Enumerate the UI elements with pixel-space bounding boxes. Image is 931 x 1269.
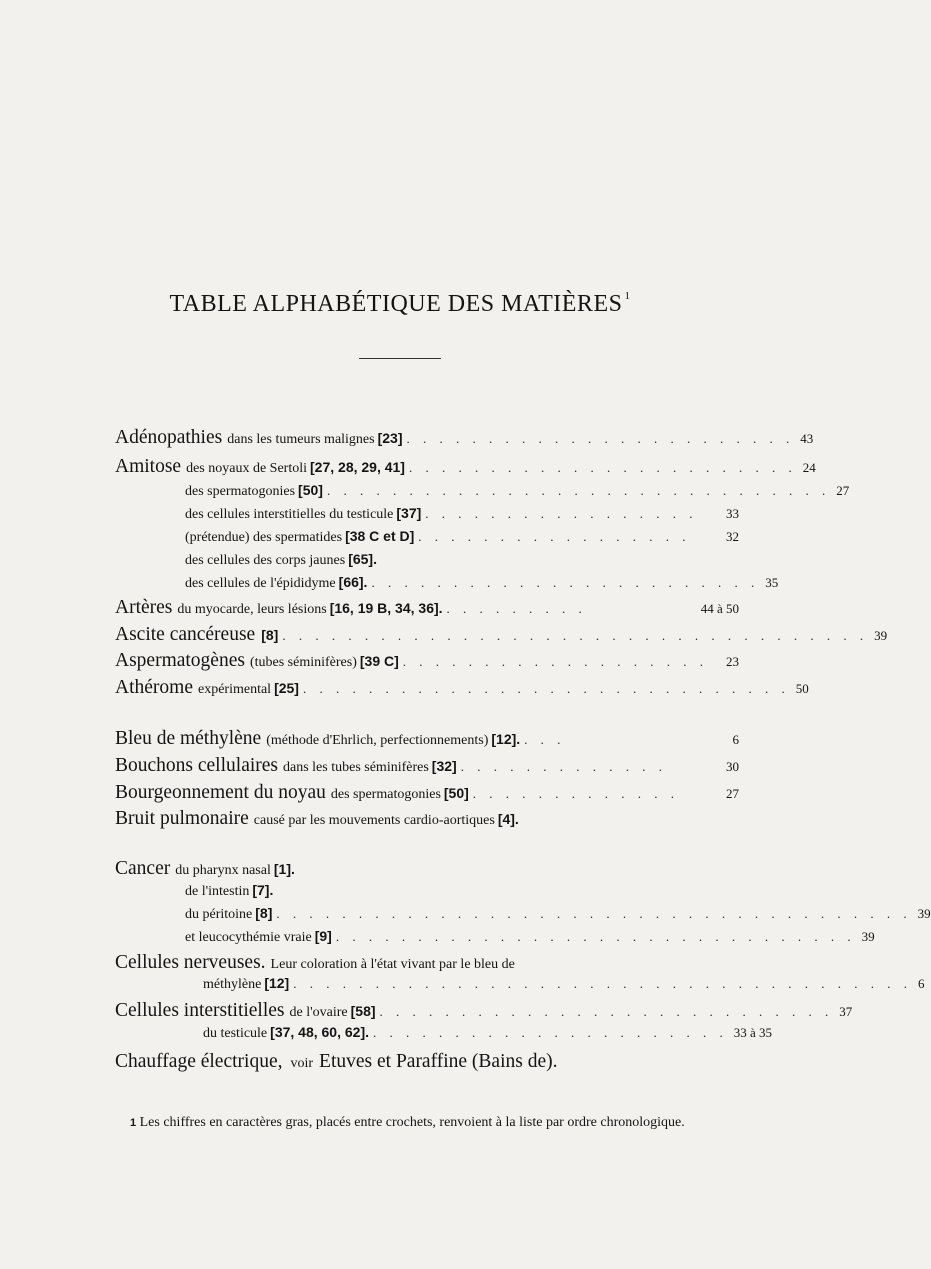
index-entry-bouchons bbox=[115, 755, 739, 779]
entry-page: 33 à 35 bbox=[733, 1025, 773, 1040]
dot-leader: . . . . . . . . . . . . . . . . . . . . . . . . . . . . . . bbox=[302, 681, 790, 696]
index-subentry bbox=[185, 528, 739, 552]
entry-description: de l'ovaire bbox=[289, 1005, 348, 1020]
entry-description: des cellules interstitielles du testicule bbox=[185, 507, 394, 522]
entry-refs: [39 C] bbox=[359, 653, 399, 669]
entry-page: 27 bbox=[836, 483, 850, 498]
dot-leader: . . . . . . . . . . . . . . . . . . . bbox=[402, 654, 709, 669]
entry-refs: [50] bbox=[298, 482, 323, 498]
entry-page: 23 bbox=[726, 654, 739, 669]
entry-refs: [12] bbox=[264, 975, 290, 991]
entry-page: 30 bbox=[726, 759, 739, 774]
dot-leader: . . . . . . . . . . . . . . . . . . . . . . . . . . . . . . . . bbox=[335, 929, 856, 944]
dot-leader: . . . . . . . . . . . . . . . . . . . . . . . . bbox=[408, 460, 797, 475]
dot-leader: . . . . . . . . . . . . . . . . . . . . . . . . bbox=[406, 431, 795, 446]
dot-leader: . . . . . . . . . . . . . . . . . . . . . . . . . . . . . . . . . . . . bbox=[282, 628, 869, 643]
index-entry-arteres bbox=[115, 597, 739, 621]
entry-refs: [32] bbox=[431, 758, 457, 774]
entry-page: 43 bbox=[800, 431, 814, 446]
entry-description: (méthode d'Ehrlich, perfectionnements) bbox=[266, 733, 489, 748]
entry-refs: [65]. bbox=[348, 551, 377, 567]
dot-leader: . . . . . . . . . . . . . . . . . bbox=[418, 529, 691, 544]
index-entry-bleu bbox=[115, 728, 739, 752]
index-continuation bbox=[203, 975, 925, 999]
entry-description: des cellules de l'épididyme bbox=[185, 576, 336, 591]
dot-leader: . . . . . . . . . . . . . bbox=[472, 786, 680, 801]
entry-page: 37 bbox=[839, 1004, 853, 1019]
index-entry-ascite bbox=[115, 624, 888, 648]
entry-description: des noyaux de Sertoli bbox=[186, 461, 308, 476]
entry-page: 35 bbox=[765, 575, 779, 590]
index-entry-cellules-interstitielles bbox=[115, 1000, 853, 1024]
index-entry-adenopathies bbox=[115, 427, 814, 451]
dot-leader: . . . . . . . . . . . . . . . . . . . . . . . . . . . . . . . . . . . . . . . bbox=[276, 906, 912, 921]
index-subentry bbox=[185, 905, 931, 929]
entry-heading: Ascite cancéreuse bbox=[115, 624, 256, 645]
entry-page: 6 bbox=[732, 732, 739, 747]
entry-refs: [9] bbox=[314, 928, 332, 944]
footnote-reference: 1 bbox=[624, 290, 631, 302]
entry-heading: Bruit pulmonaire bbox=[115, 808, 249, 829]
entry-heading: Artères bbox=[115, 597, 173, 618]
entry-description: voir bbox=[290, 1056, 314, 1071]
dot-leader: . . . . . . . . . bbox=[446, 601, 587, 616]
entry-refs: [37, 48, 60, 62]. bbox=[270, 1024, 369, 1040]
index-subentry bbox=[185, 882, 739, 906]
index-subentry bbox=[203, 1024, 773, 1048]
dot-leader: . . . . . . . . . . . . . . . . . bbox=[425, 506, 698, 521]
dot-leader: . . . bbox=[524, 732, 566, 747]
entry-refs: [12]. bbox=[491, 731, 521, 747]
index-subentry bbox=[185, 551, 739, 575]
entry-refs: [58] bbox=[350, 1003, 376, 1019]
entry-description: (tubes séminifères) bbox=[249, 655, 357, 670]
entry-refs: [50] bbox=[443, 785, 469, 801]
entry-refs: [8] bbox=[261, 627, 279, 643]
entry-description: et leucocythémie vraie bbox=[185, 930, 312, 945]
index-subentry bbox=[185, 574, 779, 598]
entry-description: du myocarde, leurs lésions bbox=[177, 602, 327, 617]
dot-leader: . . . . . . . . . . . . . bbox=[460, 759, 667, 774]
entry-page: 44 à 50 bbox=[700, 601, 739, 616]
entry-page: 33 bbox=[726, 506, 739, 521]
entry-heading: Cellules nerveuses. bbox=[115, 952, 266, 973]
index-subentry bbox=[185, 505, 739, 529]
entry-description: de l'intestin bbox=[185, 884, 250, 899]
index-entry-chauffage bbox=[115, 1051, 739, 1075]
entry-heading: Cancer bbox=[115, 858, 171, 879]
entry-heading: Amitose bbox=[115, 456, 182, 477]
entry-refs: [7]. bbox=[252, 882, 274, 898]
entry-description: (prétendue) des spermatides bbox=[185, 530, 343, 545]
dot-leader: . . . . . . . . . . . . . . . . . . . . . . . . bbox=[371, 575, 760, 590]
entry-description: dans les tubes séminifères bbox=[283, 760, 429, 775]
index-subentry bbox=[185, 928, 875, 952]
entry-heading: Cellules interstitielles bbox=[115, 1000, 285, 1021]
entry-description: méthylène bbox=[203, 977, 262, 992]
entry-refs: [1]. bbox=[273, 861, 295, 877]
title-text: TABLE ALPHABÉTIQUE DES MATIÈRES bbox=[169, 291, 623, 317]
entry-heading: Aspermatogènes bbox=[115, 650, 245, 671]
dot-leader: . . . . . . . . . . . . . . . . . . . . . . bbox=[373, 1025, 728, 1040]
index-subentry bbox=[185, 482, 850, 506]
entry-page: 50 bbox=[795, 681, 809, 696]
entry-refs: [25] bbox=[274, 680, 299, 696]
entry-description: du testicule bbox=[203, 1026, 268, 1041]
entry-description: Leur coloration à l'état vivant par le bleu de bbox=[270, 957, 515, 972]
footnote-text: Les chiffres en caractères gras, placés entre crochets, renvoient à la liste par ordre chronologique. bbox=[139, 1115, 685, 1130]
entry-description: du pharynx nasal bbox=[175, 863, 271, 878]
page-title bbox=[0, 290, 800, 318]
entry-refs: [66]. bbox=[338, 574, 368, 590]
entry-page: 39 bbox=[861, 929, 875, 944]
index-entry-bourgeonnement bbox=[115, 782, 739, 806]
entry-heading: Adénopathies bbox=[115, 427, 223, 448]
entry-heading: Bleu de méthylène bbox=[115, 728, 262, 749]
entry-refs: [37] bbox=[396, 505, 422, 521]
index-entry-bruit bbox=[115, 808, 739, 832]
entry-description: expérimental bbox=[197, 682, 272, 697]
index-entry-amitose bbox=[115, 456, 816, 480]
entry-heading: Athérome bbox=[115, 677, 193, 698]
entry-page: 24 bbox=[802, 460, 816, 475]
entry-page: 39 bbox=[874, 628, 888, 643]
entry-heading: Bouchons cellulaires bbox=[115, 755, 278, 776]
entry-page: 39 bbox=[917, 906, 931, 921]
entry-refs: [16, 19 B, 34, 36]. bbox=[329, 600, 443, 616]
entry-page: 6 bbox=[917, 976, 925, 991]
entry-description: du péritoine bbox=[185, 907, 253, 922]
entry-description: dans les tumeurs malignes bbox=[227, 432, 375, 447]
entry-cross-reference: Etuves et Paraffine (Bains de). bbox=[319, 1051, 558, 1072]
entry-description: des spermatogonies bbox=[185, 484, 296, 499]
footnote-mark: 1 bbox=[130, 1117, 137, 1129]
index-entry-aspermatogenes bbox=[115, 650, 739, 674]
index-entry-cancer bbox=[115, 858, 739, 882]
dot-leader: . . . . . . . . . . . . . . . . . . . . . . . . . . . . . . . bbox=[326, 483, 831, 498]
dot-leader: . . . . . . . . . . . . . . . . . . . . . . . . . . . . bbox=[379, 1004, 834, 1019]
entry-refs: [23] bbox=[377, 430, 403, 446]
entry-refs: [27, 28, 29, 41] bbox=[310, 459, 405, 475]
footnote bbox=[112, 1112, 722, 1134]
dot-leader: . . . . . . . . . . . . . . . . . . . . . . . . . . . . . . . . . . . . . . bbox=[293, 976, 912, 991]
index-entry-atherome bbox=[115, 677, 809, 701]
entry-page: 32 bbox=[726, 529, 739, 544]
index-entry-cellules-nerveuses bbox=[115, 952, 739, 976]
entry-page: 27 bbox=[726, 786, 739, 801]
entry-refs: [38 C et D] bbox=[345, 528, 415, 544]
title-rule bbox=[359, 358, 441, 359]
entry-description: causé par les mouvements cardio-aortiques bbox=[253, 813, 495, 828]
entry-description: des spermatogonies bbox=[330, 787, 441, 802]
entry-heading: Chauffage électrique, bbox=[115, 1051, 283, 1072]
entry-description: des cellules des corps jaunes bbox=[185, 553, 346, 568]
entry-heading: Bourgeonnement du noyau bbox=[115, 782, 326, 803]
entry-refs: [4]. bbox=[497, 811, 519, 827]
entry-refs: [8] bbox=[255, 905, 273, 921]
